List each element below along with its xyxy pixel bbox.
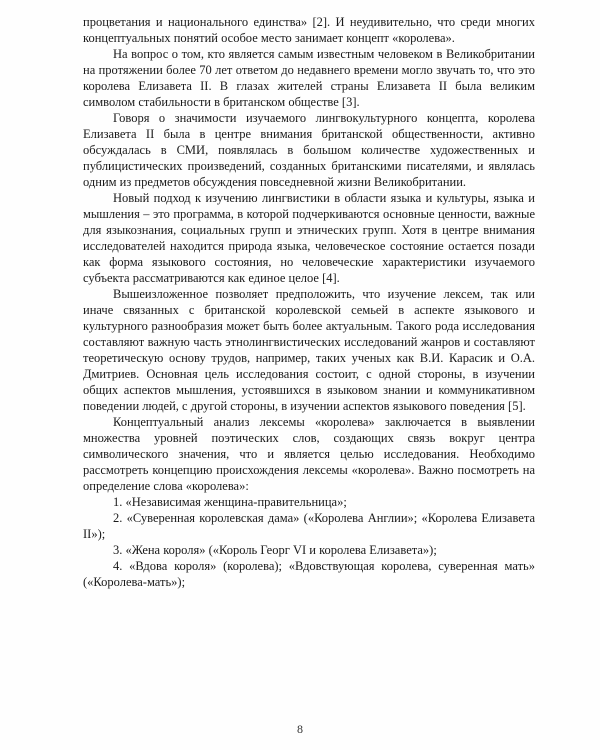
paragraph-famous-person: На вопрос о том, кто является самым известным человеком в Великобритании на протяжении более 70 лет ответом до недавнего времени могло звучать то, что это королева Елизавета II. В глазах жителей страны Елизавета II была великим символом стабильности в британском обществе [3].: [83, 47, 535, 109]
paragraph-lexeme-study: Вышеизложенное позволяет предположить, что изучение лексем, так или иначе связанных с британской королевской семьей в аспекте языкового и культурного разнообразия может быть более актуальным. Такого рода исследования составляют важную часть этнолингвистических исследований жанров и составляют теоретическую основу трудов, например, таких ученых как В.И. Карасик и О.А. Дмитриев. Основная цель исследования состоит, с одной стороны, в изучении общих аспектов мышления, устоявшихся в языковом знании и коммуникативном поведении людей, с другой стороны, в изучении аспектов языкового поведения [5].: [83, 287, 535, 413]
list-item-definition-3: 3. «Жена короля» («Король Георг VI и королева Елизавета»);: [113, 543, 437, 557]
paragraph-continuation: процветания и национального единства» [2]. И неудивительно, что среди многих концептуальных понятий особое место занимает концепт «королева».: [83, 15, 535, 45]
list-item-definition-2: 2. «Суверенная королевская дама» («Королева Англии»; «Королева Елизавета II»);: [83, 511, 535, 541]
list-item-definition-4: 4. «Вдова короля» (королева); «Вдовствующая королева, суверенная мать» («Королева-мать»);: [83, 559, 535, 589]
paragraph-new-approach: Новый подход к изучению лингвистики в области языка и культуры, языка и мышления – это программа, в которой подчеркиваются основные ценности, важные для языкознания, социальных групп и этнических групп. Хотя в центре внимания исследователей находится природа языка, человеческое состояние остается позади как форма языкового состояния, но человеческие характеристики изучаемого субъекта рассматриваются как единое целое [4].: [83, 191, 535, 285]
page-number: 8: [297, 722, 303, 736]
paragraph-conceptual-analysis: Концептуальный анализ лексемы «королева» заключается в выявлении множества уровней поэтических слов, создающих связь вокруг центра символического значения, что и является целью исследования. Необходимо рассмотреть концепцию происхождения лексемы «королева». Важно посмотреть на определение слова «королева»:: [83, 415, 535, 493]
paragraph-concept-significance: Говоря о значимости изучаемого лингвокультурного концепта, королева Елизавета II была в центре внимания британской общественности, активно обсуждалась в СМИ, появлялась в большом количестве художественных и публицистических произведений, созданных британскими писателями, и являлась одним из предметов обсуждения повседневной жизни Великобритании.: [83, 111, 535, 189]
list-item-definition-1: 1. «Независимая женщина-правительница»;: [113, 495, 347, 509]
body-text: [83, 14, 535, 590]
